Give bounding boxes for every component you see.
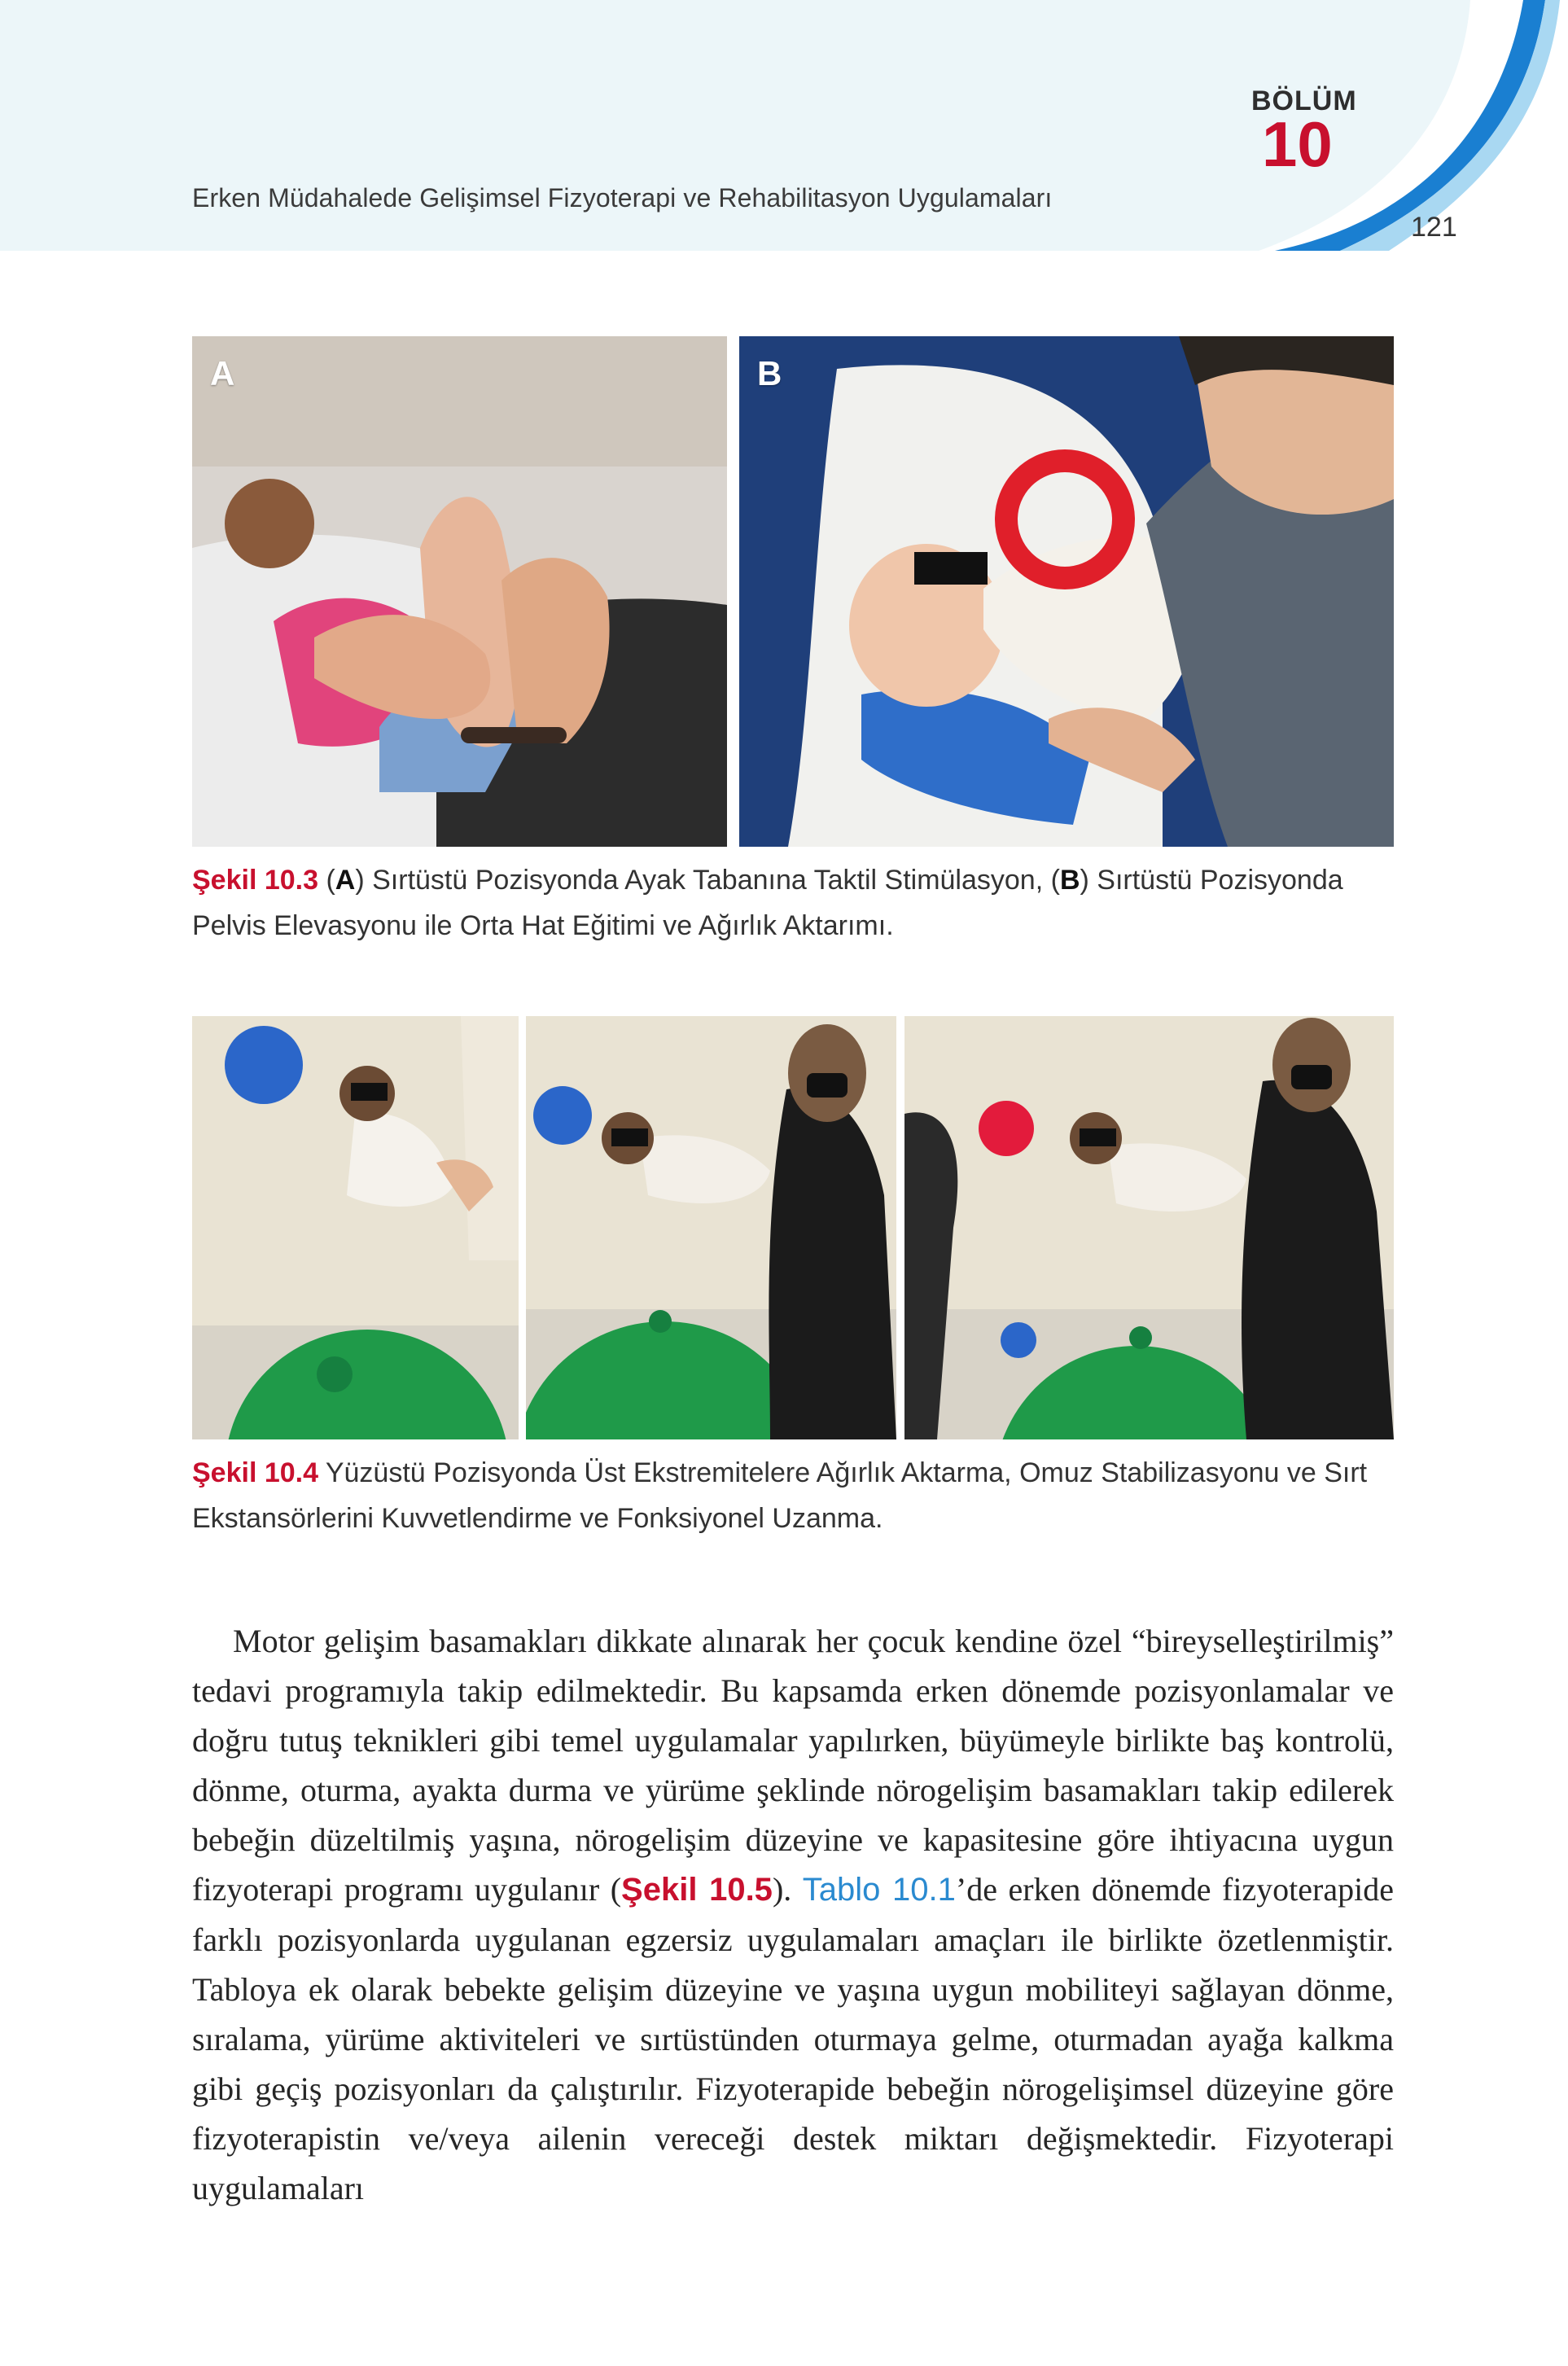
figure-10-3-panel-a-letter: A [210,354,235,392]
figure-10-3-photo-b [739,336,1394,847]
body-text-part-3: ’de erken dönemde fizyoterapide farklı pozisyonlarda uygulanan egzersiz uygulamaları amaçları ile birlikte özetlenmiştir. Tabloya ek olarak bebekte gelişim düzeyine ve yaşına uygun mobiliteyi sağlayan dönme, sıralama, yürüme aktiviteleri ve sırtüstünden oturmaya gelme, oturmadan ayağa kalkma gibi geçiş pozisyonları da çalıştırılır. Fizyoterapide bebeğin nörogelişimsel düzeyine göre fizyoterapistin ve/veya ailenin vereceği destek miktarı değişmektedir. Fizyoterapi uygulamaları [192,1871,1394,2206]
caption-panel-a-ref: A [335,865,356,896]
caption-panel-b-ref: B [1059,865,1080,896]
figure-10-3-photo-a [192,336,727,847]
figure-10-4-caption-text: Yüzüstü Pozisyonda Üst Ekstremitelere Ağırlık Aktarma, Omuz Stabilizasyonu ve Sırt Ekstansörlerini Kuvvetlendirme ve Fonksiyonel Uzanma. [192,1457,1368,1534]
figure-10-4-label: Şekil 10.4 [192,1457,319,1488]
page-number: 121 [1411,212,1457,243]
figure-10-3-panel-b-letter: B [757,354,782,392]
figure-10-4-photo-3 [904,1016,1394,1439]
chapter-label: BÖLÜM [1251,85,1357,116]
figure-10-4-photo-1 [192,1016,519,1439]
body-text-part-1: Motor gelişim basamakları dikkate alınarak her çocuk kendine özel “bireyselleştirilmiş” tedavi programıyla takip edilmektedir. Bu kapsamda erken dönemde pozisyonlamalar ve doğru tutuş teknikleri gibi temel uygulamalar yapılırken, büyümeyle birlikte baş kontrolü, dönme, oturma, ayakta durma ve yürüme şeklinde nörogelişim basamakları takip edilerek bebeğin düzeltilmiş yaşına, nörogelişim düzeyine ve kapasitesine göre ihtiyacına uygun fizyoterapi programı uygulanır ( [192,1623,1394,1908]
figure-10-4-caption [192,1450,1394,1541]
chapter-number: 10 [1262,108,1333,180]
body-paragraph [192,1616,1394,2213]
caption-text-part-1: ) Sırtüstü Pozisyonda Ayak Tabanına Taktil Stimülasyon, ( [355,865,1060,896]
figure-10-4-photo-2 [526,1016,896,1439]
caption-text-part-2: ) Sırtüstü Pozisyonda Pelvis Elevasyonu ile Orta Hat Eğitimi ve Ağırlık Aktarımı. [192,865,1343,941]
running-title: Erken Müdahalede Gelişimsel Fizyoterapi ve Rehabilitasyon Uygulamaları [192,183,1053,213]
figure-10-3-caption [192,857,1394,949]
caption-paren-open: ( [318,865,335,896]
table-10-1-reference-link[interactable]: Tablo 10.1 [802,1872,956,1908]
figure-10-5-reference-link[interactable]: Şekil 10.5 [621,1872,773,1908]
body-text-part-2: ). [772,1871,803,1908]
figure-10-3-label: Şekil 10.3 [192,865,319,896]
